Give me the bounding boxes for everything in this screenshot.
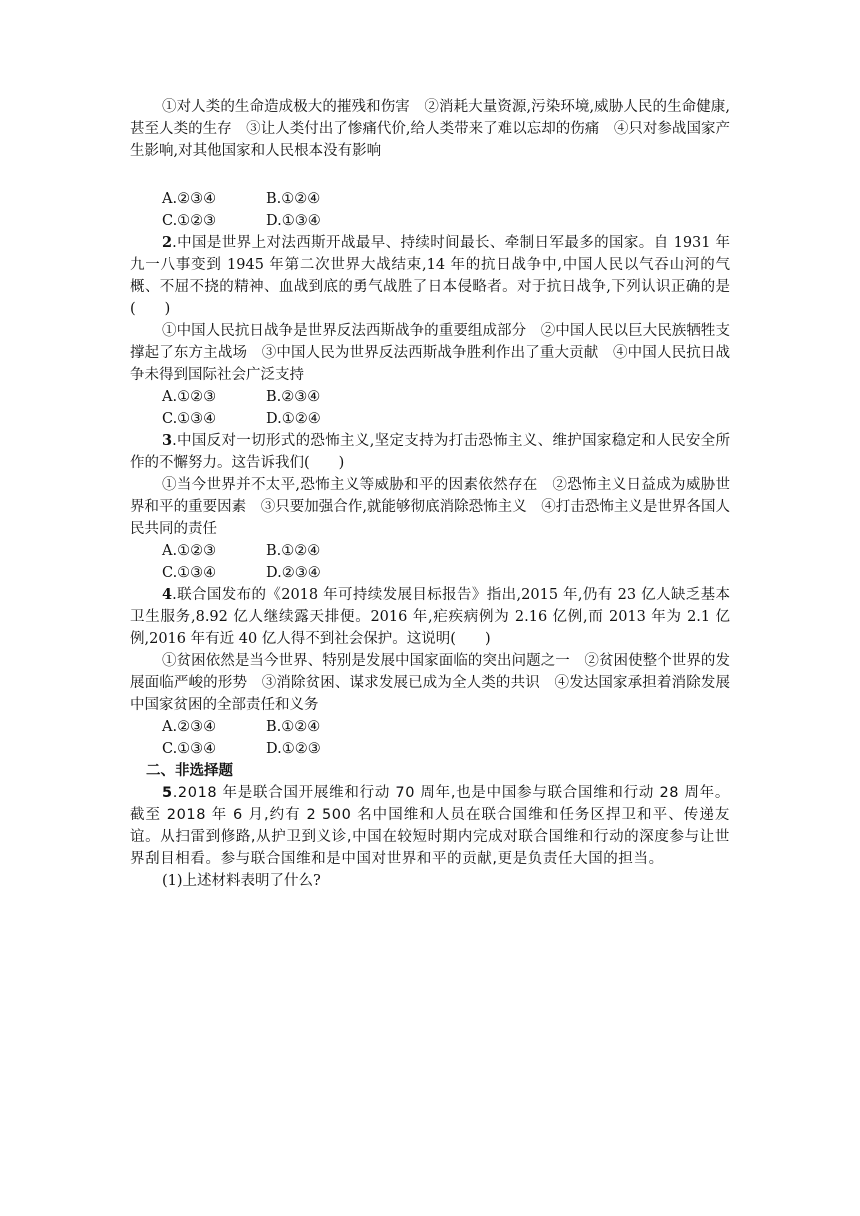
q3-option-a: A.①②③ (162, 543, 217, 559)
q2-stem-text: .中国是世界上对法西斯开战最早、持续时间最长、牵制日军最多的国家。自 1931 年九一八事变到 1945 年第二次世界大战结束,14 年的抗日战争中,中国人民以气吞山河的气概、不屈不挠的精神、血战到底的勇气战胜了日本侵略者。对于抗日战争,下列认识正确的是( ) (130, 235, 730, 317)
q3-statements: ①当今世界并不太平,恐怖主义等威胁和平的因素依然存在 ②恐怖主义日益成为威胁世界和平的重要因素 ③只要加强合作,就能够彻底消除恐怖主义 ④打击恐怖主义是世界各国人民共同的责任 (130, 477, 730, 537)
q3-stem (130, 430, 730, 474)
section-heading: 二、非选择题 (146, 763, 233, 779)
q1-option-d: D.①③④ (266, 213, 321, 229)
q5-stem (130, 782, 730, 870)
q4-option-d: D.①②③ (266, 741, 321, 757)
q1-option-c: C.①②③ (162, 213, 217, 229)
q2-statements: ①中国人民抗日战争是世界反法西斯战争的重要组成部分 ②中国人民以巨大民族牺牲支撑起了东方主战场 ③中国人民为世界反法西斯战争胜利作出了重大贡献 ④中国人民抗日战争未得到国际社会广泛支持 (130, 323, 730, 383)
worksheet-page (130, 96, 730, 892)
q4-statements: ①贫困依然是当今世界、特别是发展中国家面临的突出问题之一 ②贫困使整个世界的发展面临严峻的形势 ③消除贫困、谋求发展已成为全人类的共识 ④发达国家承担着消除发展中国家贫困的全部责任和义务 (130, 653, 730, 713)
q1-statements: ①对人类的生命造成极大的摧残和伤害 ②消耗大量资源,污染环境,威胁人民的生命健康,甚至人类的生存 ③让人类付出了惨痛代价,给人类带来了难以忘却的伤痛 ④只对参战国家产生影响,对其他国家和人民根本没有影响 (130, 99, 730, 159)
spacer (130, 162, 730, 188)
q3-option-c: C.①③④ (162, 565, 217, 581)
q1-options (130, 188, 730, 232)
q3-option-d: D.②③④ (266, 565, 321, 581)
q4-options (130, 716, 730, 760)
q2-stem (130, 232, 730, 320)
q5-subquestion-1: (1)上述材料表明了什么? (162, 873, 321, 889)
q3-options (130, 540, 730, 584)
q1-option-b: B.①②④ (266, 191, 321, 207)
q2-option-a: A.①②③ (162, 389, 217, 405)
q5-stem-text: .2018 年是联合国开展维和行动 70 周年,也是中国参与联合国维和行动 28 周年。截至 2018 年 6 月,约有 2 500 名中国维和人员在联合国维和任务区捍卫和平、传递友谊。从扫雷到修路,从护卫到义诊,中国在较短时期内完成对联合国维和行动的深度参与让世界刮目相看。参与联合国维和是中国对世界和平的贡献,更是负责任大国的担当。 (130, 785, 730, 867)
q4-stem-text: .联合国发布的《2018 年可持续发展目标报告》指出,2015 年,仍有 23 亿人缺乏基本卫生服务,8.92 亿人继续露天排便。2016 年,疟疾病例为 2.16 亿例,而 2013 年为 2.1 亿例,2016 年有近 40 亿人得不到社会保护。这说明( ) (130, 587, 730, 647)
q4-option-c: C.①③④ (162, 741, 217, 757)
q4-stem (130, 584, 730, 650)
q2-option-d: D.①②④ (266, 411, 321, 427)
q4-number: 4 (162, 586, 173, 603)
q2-option-c: C.①③④ (162, 411, 217, 427)
q1-option-a: A.②③④ (162, 191, 217, 207)
q2-options (130, 386, 730, 430)
q3-number: 3 (162, 432, 173, 449)
q2-option-b: B.②③④ (266, 389, 321, 405)
q3-option-b: B.①②④ (266, 543, 321, 559)
q4-option-a: A.②③④ (162, 719, 217, 735)
q4-option-b: B.①②④ (266, 719, 321, 735)
q2-number: 2 (162, 234, 173, 251)
q3-stem-text: .中国反对一切形式的恐怖主义,坚定支持为打击恐怖主义、维护国家稳定和人民安全所作的不懈努力。这告诉我们( ) (130, 433, 730, 471)
q5-number: 5 (162, 785, 173, 801)
